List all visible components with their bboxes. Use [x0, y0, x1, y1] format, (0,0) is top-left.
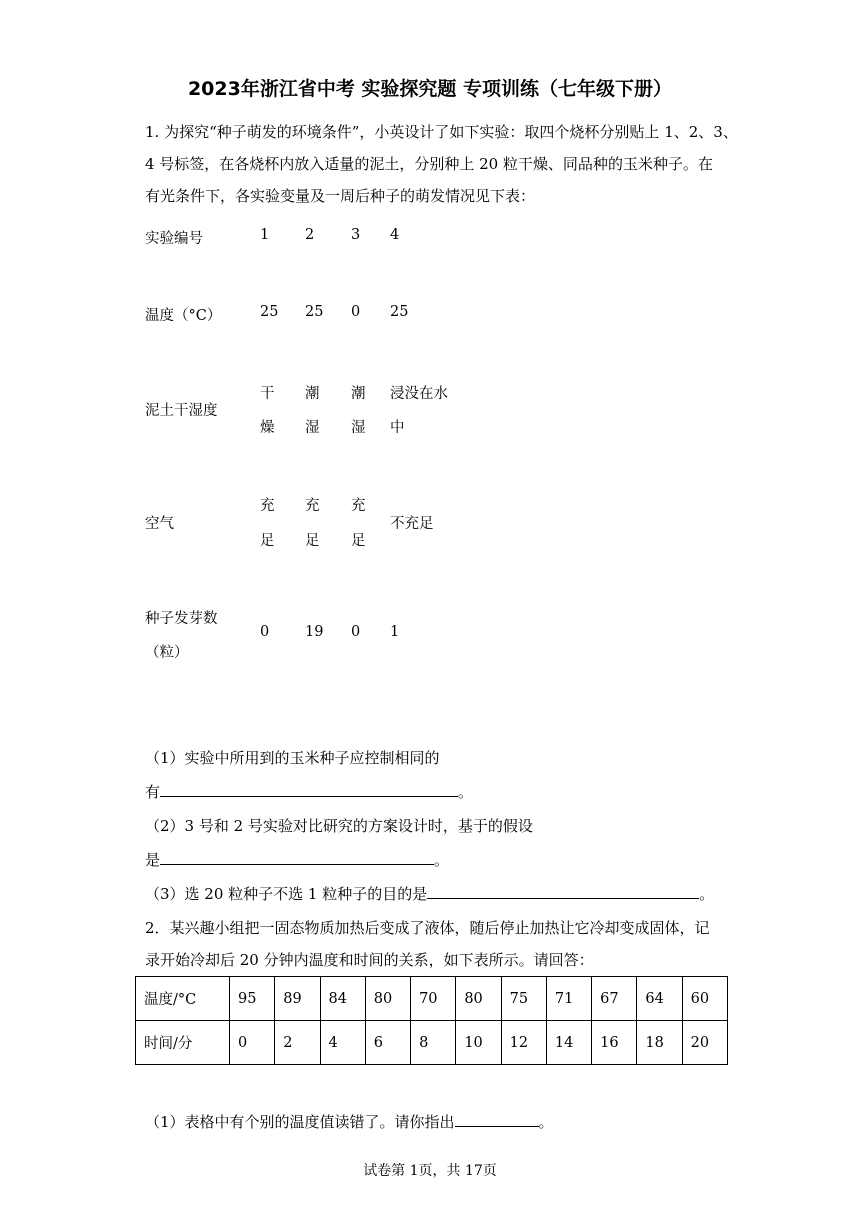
q1-sub3-end: 。	[699, 885, 715, 903]
q2-temp-cell: 67	[592, 977, 637, 1021]
q1-row-label-germ: 种子发芽数	[145, 611, 218, 627]
q2-time-cell: 18	[637, 1021, 682, 1065]
q1-line-2: 4 号标签，在各烧杯内放入适量的泥土，分别种上 20 粒干燥、同品种的玉米种子。在	[145, 155, 713, 173]
q2-time-cell: 10	[456, 1021, 501, 1065]
q2-line-1: 2．某兴趣小组把一固态物质加热后变成了液体，随后停止加热让它冷却变成固体，记	[145, 919, 710, 937]
q1-row-label-soil: 泥土干湿度	[145, 403, 218, 419]
q1-sub1-prompt-tail: 有	[145, 783, 161, 801]
q1-cell-soil-2-bottom: 湿	[305, 420, 320, 436]
q2-row-temperature	[136, 977, 728, 1021]
q2-row-time	[136, 1021, 728, 1065]
q1-cell-germ-1: 0	[260, 624, 270, 640]
q1-sub1-answer-line	[145, 781, 473, 802]
q1-sub1-blank[interactable]	[160, 782, 458, 797]
q1-cell-temp-2: 25	[305, 304, 324, 320]
q2-time-cell: 2	[275, 1021, 320, 1065]
q2-temp-cell: 64	[637, 977, 682, 1021]
q1-cell-temp-1: 25	[260, 304, 279, 320]
q2-temp-cell: 95	[230, 977, 275, 1021]
q1-sub2-answer-line	[145, 849, 449, 870]
q1-line-1: 1. 为探究“种子萌发的环境条件”，小英设计了如下实验：取四个烧杯分别贴上 1、2、3、	[145, 123, 738, 141]
q1-row-label-id: 实验编号	[145, 231, 203, 247]
q1-cell-soil-1-top: 干	[260, 386, 275, 402]
q1-cell-id-1: 1	[260, 227, 270, 243]
q2-time-cell: 6	[365, 1021, 410, 1065]
q1-cell-soil-3-top: 潮	[351, 386, 366, 402]
q2-sub1-prompt: （1）表格中有个别的温度值读错了。请你指出	[145, 1113, 455, 1131]
q1-sub1-prompt: （1）实验中所用到的玉米种子应控制相同的	[145, 749, 440, 767]
q2-temp-cell: 89	[275, 977, 320, 1021]
q2-time-cell: 20	[682, 1021, 727, 1065]
q1-sub2-prompt-tail: 是	[145, 851, 161, 869]
q1-cell-temp-3: 0	[351, 304, 361, 320]
q1-sub2-prompt: （2）3 号和 2 号实验对比研究的方案设计时，基于的假设	[145, 817, 533, 835]
q1-cell-germ-3: 0	[351, 624, 361, 640]
q1-cell-air-4: 不充足	[390, 516, 434, 532]
q1-cell-air-2-top: 充	[305, 498, 320, 514]
q1-cell-id-2: 2	[305, 227, 315, 243]
q2-time-cell: 16	[592, 1021, 637, 1065]
q1-row-label-air: 空气	[145, 516, 174, 532]
page-footer: 试卷第 1页，共 17页	[363, 1163, 497, 1179]
q2-time-cell: 14	[546, 1021, 591, 1065]
page-title: 2023年浙江省中考 实验探究题 专项训练（七年级下册）	[187, 78, 673, 100]
q1-cell-id-4: 4	[390, 227, 400, 243]
q2-temp-cell: 80	[456, 977, 501, 1021]
q1-sub2-end: 。	[434, 851, 450, 869]
q1-line-3: 有光条件下，各实验变量及一周后种子的萌发情况见下表：	[145, 187, 536, 205]
q1-cell-id-3: 3	[351, 227, 361, 243]
q1-cell-air-1-top: 充	[260, 498, 275, 514]
q1-cell-soil-3-bottom: 湿	[351, 420, 366, 436]
q2-sub1-end: 。	[538, 1113, 554, 1131]
q1-sub1-end: 。	[458, 783, 474, 801]
q2-time-label: 时间/分	[136, 1021, 230, 1065]
q2-temp-cell: 60	[682, 977, 727, 1021]
q1-cell-air-2-bottom: 足	[305, 533, 320, 549]
q1-cell-soil-4-bottom: 中	[390, 420, 405, 436]
q1-cell-air-1-bottom: 足	[260, 533, 275, 549]
q2-sub1-blank[interactable]	[455, 1112, 539, 1127]
q2-temp-cell: 70	[411, 977, 456, 1021]
q2-temp-cell: 71	[546, 977, 591, 1021]
q1-cell-germ-2: 19	[305, 624, 324, 640]
q2-temp-cell: 84	[320, 977, 365, 1021]
q1-cell-soil-1-bottom: 燥	[260, 420, 275, 436]
q2-temp-cell: 75	[501, 977, 546, 1021]
q1-sub3-blank[interactable]	[427, 884, 699, 899]
q2-temp-cell: 80	[365, 977, 410, 1021]
q1-row-label-germ-unit: （粒）	[145, 645, 189, 661]
q1-cell-soil-2-top: 潮	[305, 386, 320, 402]
q1-sub2-blank[interactable]	[160, 850, 434, 865]
q2-temp-label: 温度/°C	[136, 977, 230, 1021]
q1-cell-air-3-bottom: 足	[351, 533, 366, 549]
q2-table	[135, 976, 728, 1065]
q2-time-cell: 8	[411, 1021, 456, 1065]
q2-line-2: 录开始冷却后 20 分钟内温度和时间的关系，如下表所示。请回答：	[145, 951, 594, 969]
q2-time-cell: 0	[230, 1021, 275, 1065]
q1-cell-temp-4: 25	[390, 304, 409, 320]
q1-sub3-line	[145, 883, 714, 904]
q1-cell-air-3-top: 充	[351, 498, 366, 514]
q1-row-label-temp: 温度（°C）	[145, 308, 222, 324]
q1-cell-germ-4: 1	[390, 624, 400, 640]
q2-time-cell: 4	[320, 1021, 365, 1065]
q2-sub1-line	[145, 1111, 554, 1132]
q2-time-cell: 12	[501, 1021, 546, 1065]
q1-cell-soil-4-top: 浸没在水	[390, 386, 448, 402]
q1-sub3-prompt: （3）选 20 粒种子不选 1 粒种子的目的是	[145, 885, 428, 903]
